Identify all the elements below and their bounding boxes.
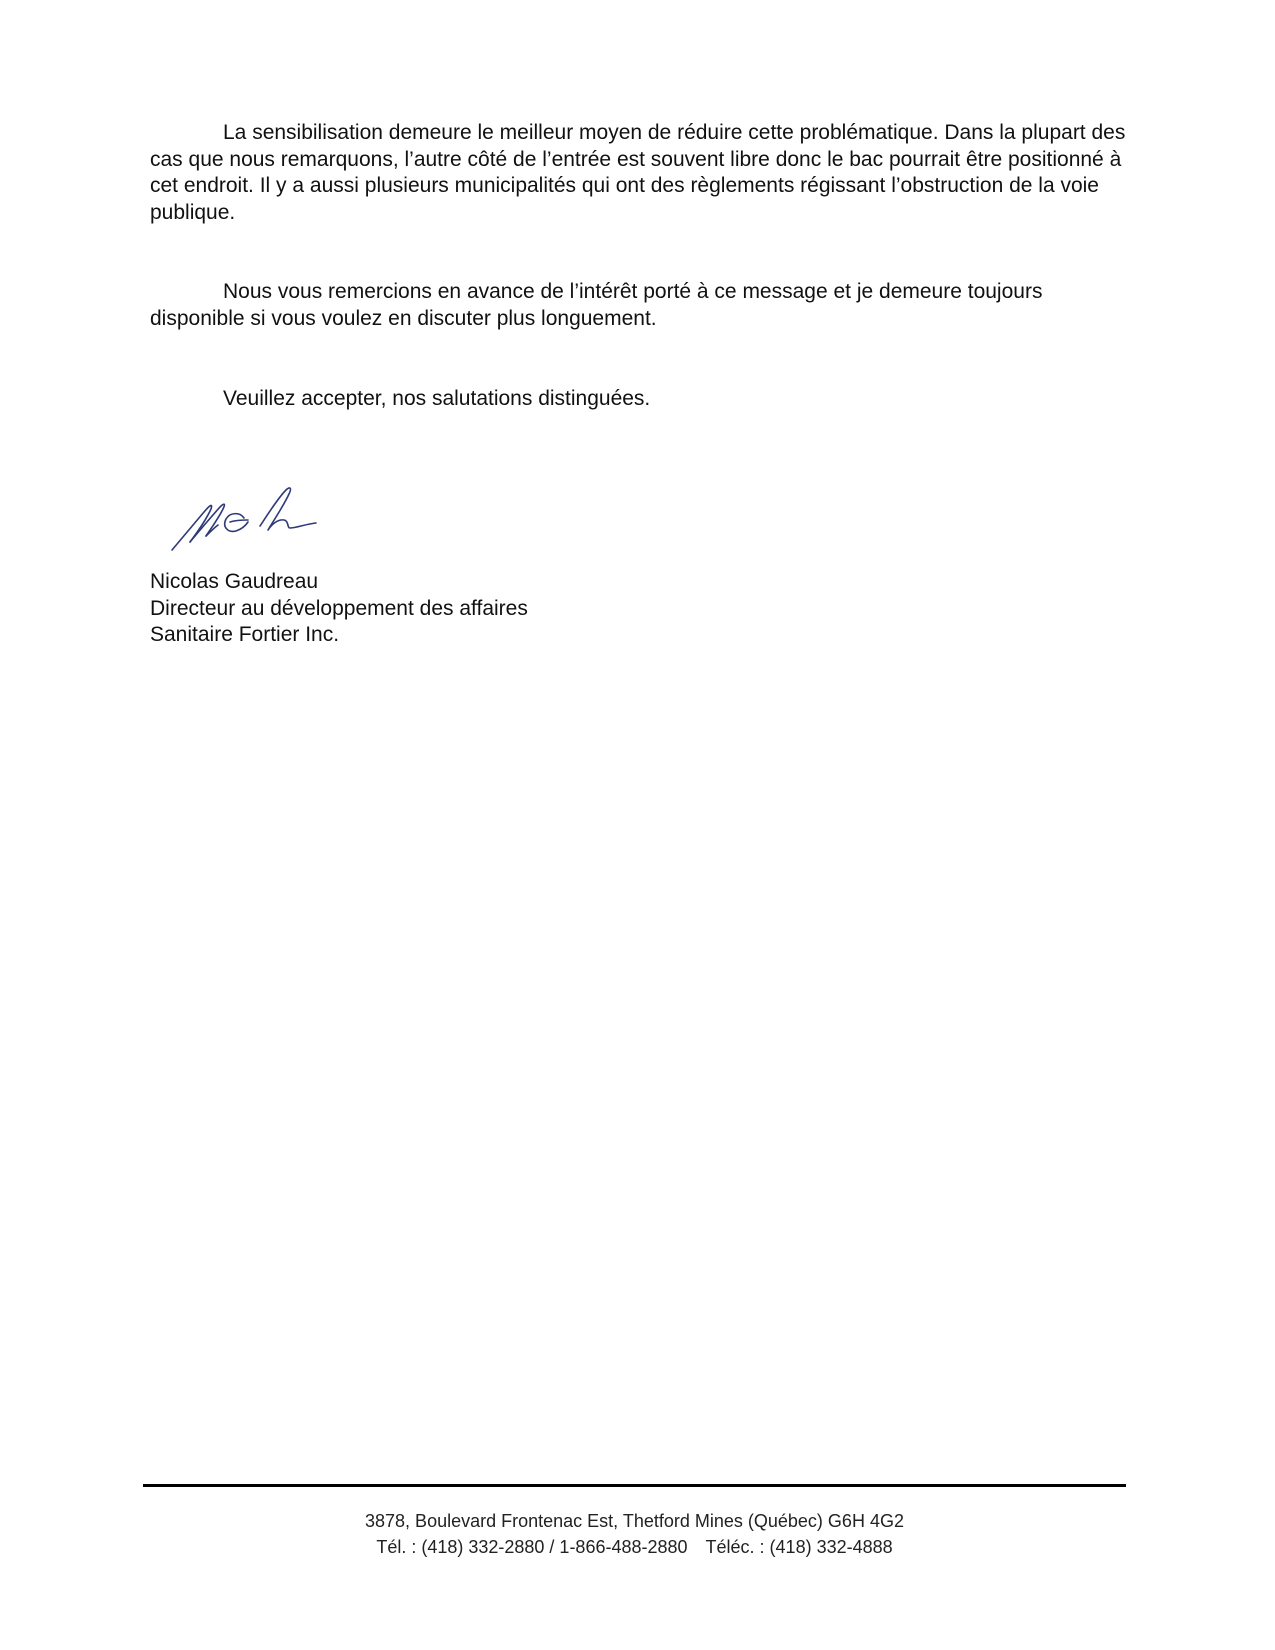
- signatory-title: Directeur au développement des affaires: [150, 596, 528, 620]
- paragraph-awareness: [150, 120, 1130, 226]
- signature-block: [150, 569, 528, 649]
- paragraph-text: Veuillez accepter, nos salutations distinguées.: [223, 387, 651, 410]
- signatory-company: Sanitaire Fortier Inc.: [150, 623, 340, 646]
- footer-phone: Tél. : (418) 332-2880 / 1-866-488-2880: [376, 1537, 688, 1557]
- footer-fax: Téléc. : (418) 332-4888: [705, 1537, 893, 1557]
- footer-address: 3878, Boulevard Frontenac Est, Thetford Mines (Québec) G6H 4G2: [365, 1511, 904, 1531]
- footer-contact: [143, 1534, 1126, 1560]
- paragraph-closing: [150, 386, 1130, 413]
- paragraph-text: Nous vous remercions en avance de l’intérêt porté à ce message et je demeure toujours disponible si vous voulez en discuter plus longuement.: [150, 280, 1043, 330]
- signatory-name: Nicolas Gaudreau: [150, 570, 319, 593]
- paragraph-thanks: [150, 279, 1130, 332]
- paragraph-text: La sensibilisation demeure le meilleur moyen de réduire cette problématique. Dans la plupart des cas que nous remarquons, l’autre côté de l’entrée est souvent libre donc le bac pourrait être positionné à cet endroit. Il y a aussi plusieurs municipalités qui ont des règlements régissant l’obstruction de la voie publique.: [150, 121, 1126, 224]
- footer-divider: [143, 1484, 1126, 1487]
- handwritten-signature: [160, 476, 330, 556]
